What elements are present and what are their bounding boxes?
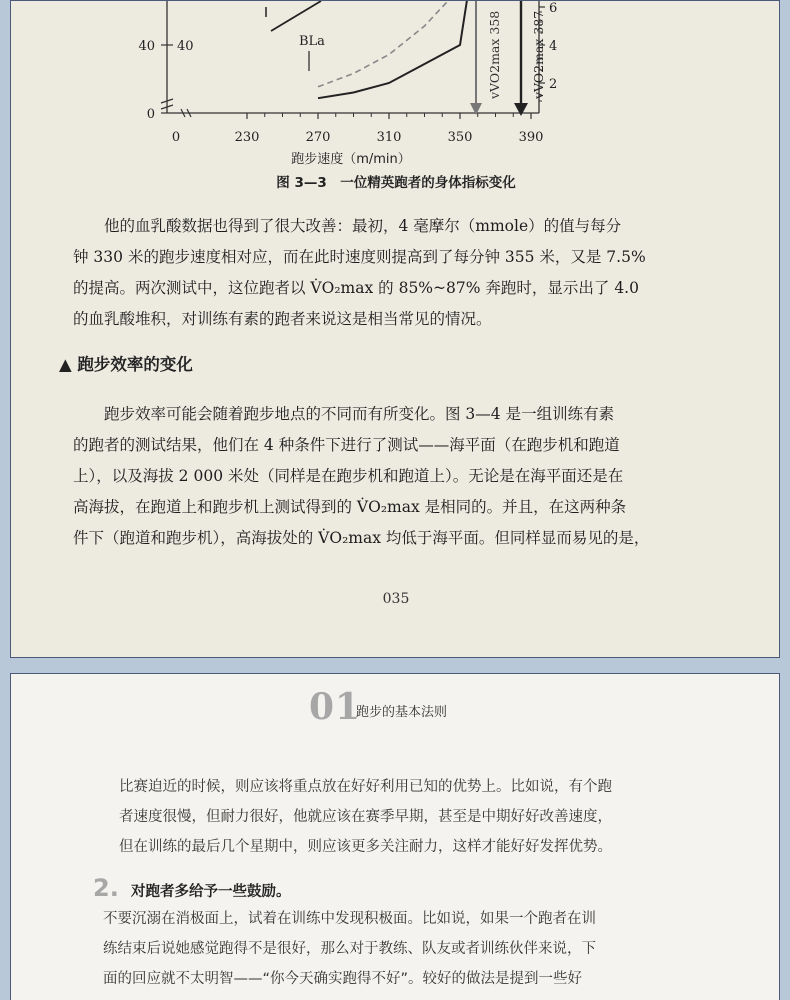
y-right-tick-label: 2 — [549, 77, 558, 92]
text-line: 的提高。两次测试中，这位跑者以 V̇O₂max 的 85%~87% 奔跑时，显示出了 4.0 — [73, 279, 639, 297]
page-number: 035 — [382, 591, 410, 607]
text-line: 高海拔，在跑道上和跑步机上测试得到的 V̇O₂max 是相同的。并且，在这两种条 — [73, 498, 627, 516]
annotation-bla: BLa — [299, 34, 325, 49]
x-tick-label: 270 — [305, 130, 331, 145]
x-tick-label: 390 — [518, 130, 544, 145]
paragraph-encouragement — [103, 904, 703, 994]
hr-curve-left — [271, 1, 321, 31]
list-item-title: 对跑者多给予一些鼓励。 — [131, 884, 291, 900]
vvo2max-387-arrow — [514, 103, 528, 116]
book-page-top — [10, 0, 780, 658]
text-line: 钟 330 米的跑步速度相对应，而在此时速度则提高到了每分钟 355 米，又是 7.5% — [73, 248, 646, 266]
figure-caption: 图 3—3 一位精英跑者的身体指标变化 — [276, 175, 516, 191]
section-heading: ▲ 跑步效率的变化 — [59, 355, 193, 374]
text-line: 跑步效率可能会随着跑步地点的不同而有所变化。图 3—4 是一组训练有素 — [104, 405, 615, 423]
paragraph-running-economy — [73, 399, 733, 554]
text-line: 上），以及海拔 2 000 米处（同样是在跑步机和跑道上）。无论是在海平面还是在 — [73, 467, 624, 485]
y-right-tick-label: 6 — [549, 1, 558, 16]
book-page-bottom — [10, 673, 780, 1000]
text-line: 他的血乳酸数据也得到了很大改善：最初，4 毫摩尔（mmole）的值与每分 — [104, 217, 622, 235]
text-line: 者速度很慢，但耐力很好，他就应该在赛季早期，甚至是中期好好改善速度， — [119, 809, 612, 825]
x-tick-label: 350 — [447, 130, 473, 145]
y-left-tick-label: 0 — [146, 107, 155, 122]
series-line-bla-solid — [318, 1, 469, 98]
text-line: 练结束后说她感觉跑得不是很好，那么对于教练、队友或者训练伙伴来说，下 — [103, 941, 596, 957]
text-line: 比赛迫近的时候，则应该将重点放在好好利用已知的优势上。比如说，有个跑 — [119, 779, 612, 795]
text-line: 的血乳酸堆积，对训练有素的跑者来说这是相当常见的情况。 — [73, 310, 492, 328]
annotation-vvo2max-387: vVO2max 387 — [531, 10, 546, 99]
annotation-vvo2max-358: vVO2max 358 — [487, 10, 502, 99]
y-right-tick-label: 4 — [549, 39, 558, 54]
series-line-bla-dashed — [318, 1, 460, 87]
chapter-title: 跑步的基本法则 — [356, 705, 448, 720]
y-inner-tick-label: 40 — [177, 39, 194, 54]
text-line: 件下（跑道和跑步机），高海拔处的 V̇O₂max 均低于海平面。但同样显而易见的是， — [73, 529, 650, 547]
paragraph-blood-lactate — [73, 211, 733, 335]
text-line: 不要沉溺在消极面上，试着在训练中发现积极面。比如说，如果一个跑者在训 — [103, 911, 596, 927]
chapter-number: 01 — [309, 686, 362, 728]
paragraph-strengths — [119, 772, 679, 862]
text-line: 面的回应就不太明智——“你今天确实跑得不好”。较好的做法是提到一些好 — [103, 971, 583, 987]
chart-labels — [138, 1, 557, 167]
x-axis-label: 跑步速度（m/min） — [291, 152, 411, 167]
text-line: 的跑者的测试结果，他们在 4 种条件下进行了测试——海平面（在跑步机和跑道 — [73, 436, 620, 454]
x-tick-label: 310 — [376, 130, 402, 145]
x-tick-label: 0 — [171, 130, 181, 145]
list-item-number: 2. — [93, 874, 119, 902]
physiology-chart — [121, 1, 621, 171]
y-left-tick-label: 40 — [138, 39, 155, 54]
x-tick-label: 230 — [234, 130, 260, 145]
text-line: 但在训练的最后几个星期中，则应该更多关注耐力，这样才能好好发挥优势。 — [119, 839, 612, 855]
chart-series — [318, 1, 469, 98]
chart-axes — [161, 1, 539, 117]
